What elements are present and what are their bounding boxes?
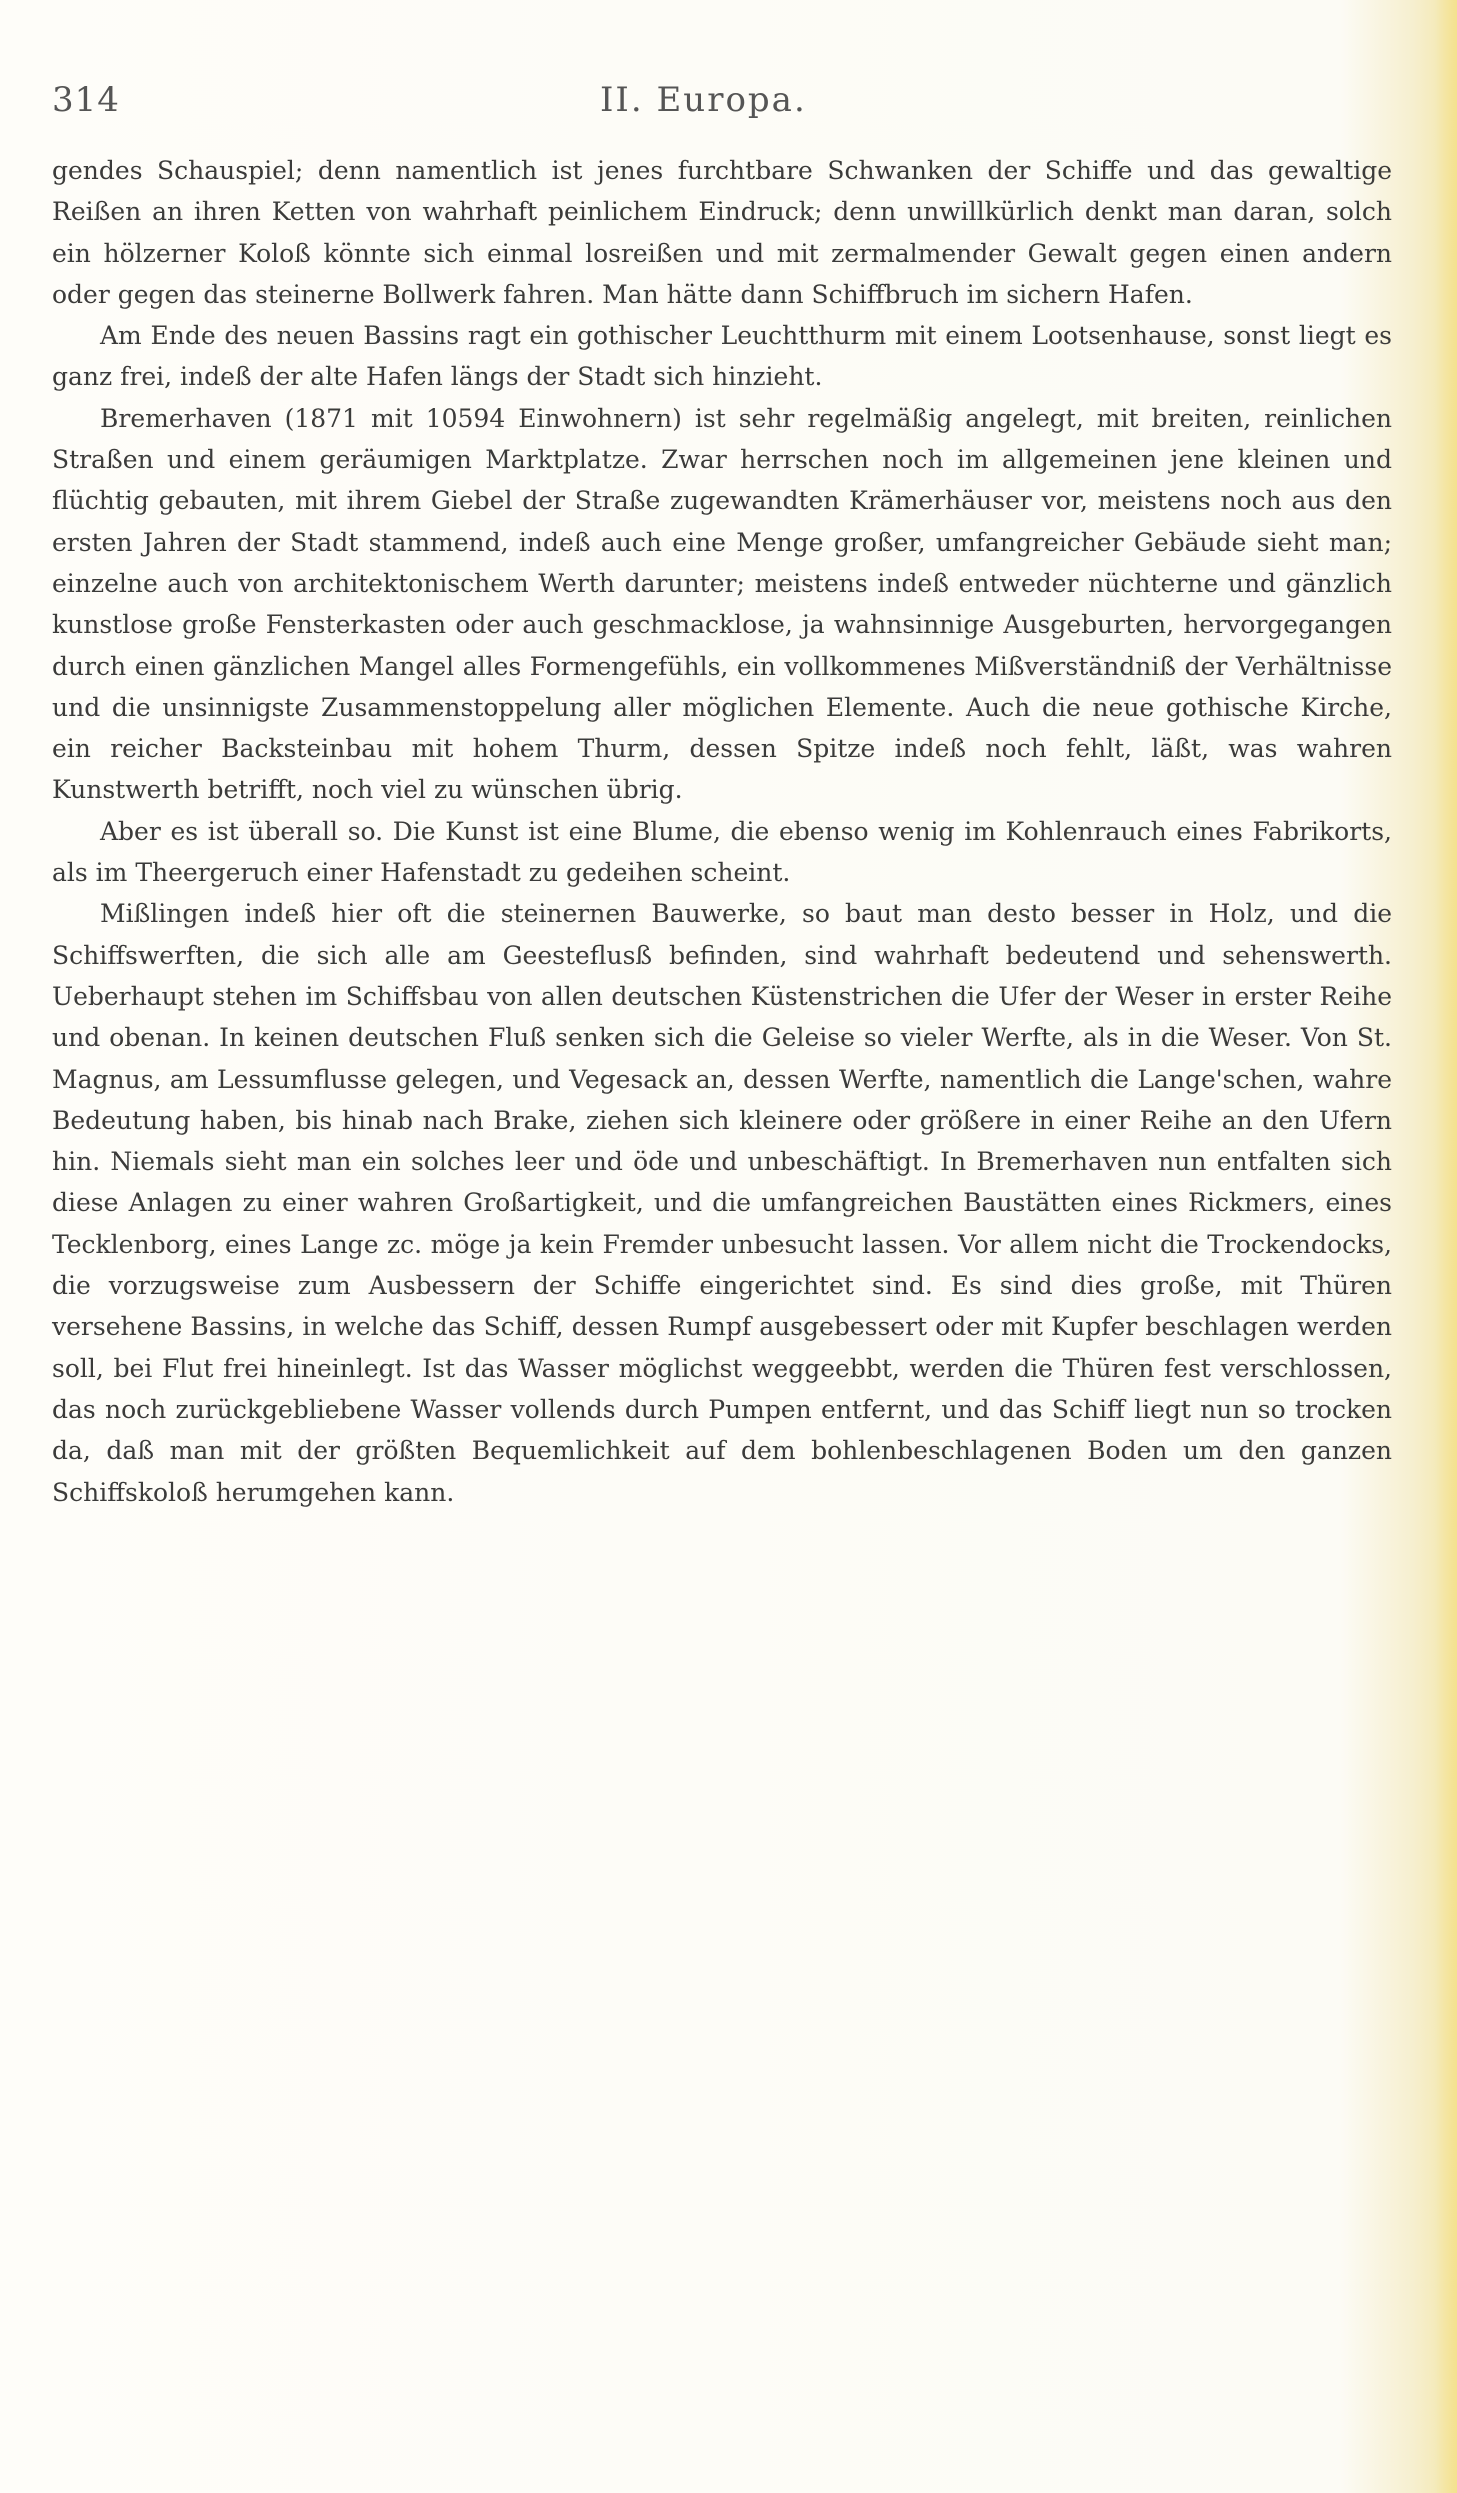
paragraph: Aber es ist überall so. Die Kunst ist eine Blume, die ebenso wenig im Kohlenrauch eines Fabrikorts, als im Theergeruch einer Hafenstadt zu gedeihen scheint. [52, 816, 1392, 888]
paragraph: gendes Schauspiel; denn namentlich ist jenes furchtbare Schwanken der Schiffe und das gewaltige Reißen an ihren Ketten von wahrhaft peinlichem Eindruck; denn unwillkürlich denkt man daran, solch ein hölzerner Koloß könnte sich einmal losreißen und mit zermalmender Gewalt gegen einen andern oder gegen das steinerne Bollwerk fahren. Man hätte dann Schiffbruch im sichern Hafen. [52, 156, 1392, 309]
body-text [52, 150, 1392, 1513]
page-header [52, 80, 1392, 130]
paragraph: Bremerhaven (1871 mit 10594 Einwohnern) ist sehr regelmäßig angelegt, mit breiten, reinlichen Straßen und einem geräumigen Marktplatze. Zwar herrschen noch im allgemeinen jene kleinen und flüchtig gebauten, mit ihrem Giebel der Straße zugewandten Krämerhäuser vor, meistens noch aus den ersten Jahren der Stadt stammend, indeß auch eine Menge großer, umfangreicher Gebäude sieht man; einzelne auch von architektonischem Werth darunter; meistens indeß entweder nüchterne und gänzlich kunstlose große Fensterkasten oder auch geschmacklose, ja wahnsinnige Ausgeburten, hervorgegangen durch einen gänzlichen Mangel alles Formengefühls, ein vollkommenes Mißverständniß der Verhältnisse und die unsinnigste Zusammenstoppelung aller möglichen Elemente. Auch die neue gothische Kirche, ein reicher Backsteinbau mit hohem Thurm, dessen Spitze indeß noch fehlt, läßt, was wahren Kunstwerth betrifft, noch viel zu wünschen übrig. [52, 403, 1392, 805]
running-head: II. Europa. [600, 80, 807, 120]
paragraph: Am Ende des neuen Bassins ragt ein gothischer Leuchtthurm mit einem Lootsenhause, sonst liegt es ganz frei, indeß der alte Hafen längs der Stadt sich hinzieht. [52, 321, 1392, 392]
page-number: 314 [52, 80, 120, 120]
paragraph: Mißlingen indeß hier oft die steinernen Bauwerke, so baut man desto besser in Holz, und die Schiffswerften, die sich alle am Geesteflusß befinden, sind wahrhaft bedeutend und sehenswerth. Ueberhaupt stehen im Schiffsbau von allen deutschen Küstenstrichen die Ufer der Weser in erster Reihe und obenan. In keinen deutschen Fluß senken sich die Geleise so vieler Werfte, als in die Weser. Von St. Magnus, am Lessumflusse gelegen, und Vegesack an, dessen Werfte, namentlich die Lange'schen, wahre Bedeutung haben, bis hinab nach Brake, ziehen sich kleinere oder größere in einer Reihe an den Ufern hin. Niemals sieht man ein solches leer und öde und unbeschäftigt. In Bremerhaven nun entfalten sich diese Anlagen zu einer wahren Großartigkeit, und die umfangreichen Baustätten eines Rickmers, eines Tecklenborg, eines Lange zc. möge ja kein Fremder unbesucht lassen. Vor allem nicht die Trockendocks, die vorzugsweise zum Ausbessern der Schiffe eingerichtet sind. Es sind dies große, mit Thüren versehene Bassins, in welche das Schiff, dessen Rumpf ausgebessert oder mit Kupfer beschlagen werden soll, bei Flut frei hineinlegt. Ist das Wasser möglichst weggeebbt, werden die Thüren fest verschlossen, das noch zurückgebliebene Wasser vollends durch Pumpen entfernt, und das Schiff liegt nun so trocken da, daß man mit der größten Bequemlichkeit auf dem bohlenbeschlagenen Boden um den ganzen Schiffskoloß herumgehen kann. [52, 899, 1392, 1507]
page-edge-stain [1435, 0, 1457, 2493]
